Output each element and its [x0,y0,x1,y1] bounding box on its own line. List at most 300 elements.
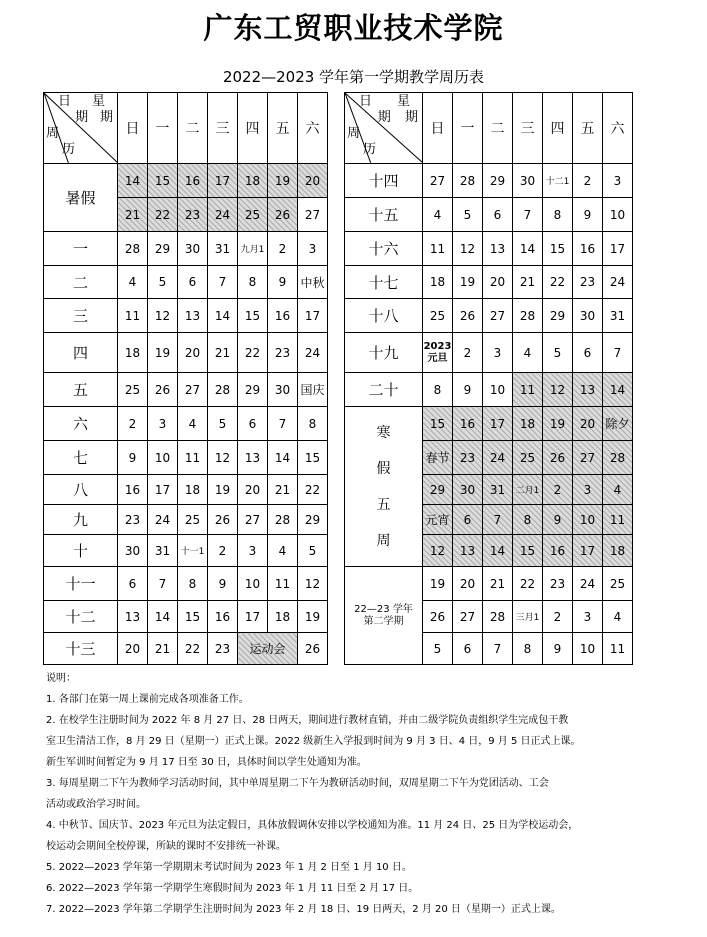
day-cell: 21 [513,266,543,299]
day-cell: 20 [573,407,603,441]
day-cell: 7 [268,407,298,441]
table-row [345,407,633,441]
week-label: 十七 [345,266,423,299]
day-cell: 9 [268,266,298,299]
day-cell: 14 [148,601,178,633]
week-label [345,567,423,665]
day-cell: 30 [268,373,298,407]
weekday-header: 四 [543,93,573,164]
day-cell: 19 [423,567,453,601]
note-line: 新生军训时间暂定为 9 月 17 日至 30 日，具体时间以学生处通知为准。 [46,757,367,768]
corner-label-c1: 日 [359,94,373,109]
day-cell: 21 [118,198,148,232]
day-cell: 2 [543,475,573,505]
day-cell: 春节 [423,441,453,475]
day-cell: 5 [208,407,238,441]
day-cell: 17 [573,535,603,567]
table-row [44,475,328,505]
day-cell: 14 [208,299,238,333]
week-label: 五 [44,373,118,407]
day-cell: 11 [513,373,543,407]
day-cell: 15 [178,601,208,633]
weekday-header: 二 [483,93,513,164]
day-cell: 17 [298,299,328,333]
day-cell: 17 [238,601,268,633]
note-line: 2. 在校学生注册时间为 2022 年 8 月 27 日、28 日两天，期间进行教材直销，并由二级学院负责组织学生完成包干教 [46,715,569,726]
day-cell: 7 [483,505,513,535]
day-cell: 9 [543,505,573,535]
table-row [345,266,633,299]
day-cell: 九月1 [238,232,268,266]
corner-label-c6: 历 [62,142,76,157]
day-cell: 15 [423,407,453,441]
day-cell: 19 [453,266,483,299]
day-cell: 11 [178,441,208,475]
week-label: 十八 [345,299,423,333]
corner-label-c5: 周 [347,126,361,141]
table-row [44,601,328,633]
corner-label-c4: 期 [100,110,114,125]
week-label: 十二 [44,601,118,633]
week-label: 十九 [345,333,423,373]
table-row [345,232,633,266]
week-label: 八 [44,475,118,505]
day-cell: 26 [298,633,328,665]
day-cell: 24 [298,333,328,373]
corner-label-c2: 星 [397,94,411,109]
day-cell: 22 [238,333,268,373]
day-cell: 23 [208,633,238,665]
day-cell: 16 [453,407,483,441]
table-row [44,232,328,266]
week-label: 十一 [44,567,118,601]
table-row [44,333,328,373]
weekday-header: 一 [453,93,483,164]
day-cell: 15 [298,441,328,475]
day-cell: 8 [423,373,453,407]
day-cell: 11 [268,567,298,601]
note-line: 校运动会期间全校停课，所缺的课时不安排统一补课。 [46,841,286,852]
table-row [44,505,328,535]
day-cell: 15 [543,232,573,266]
day-cell: 中秋 [298,266,328,299]
day-cell: 14 [483,535,513,567]
day-cell: 6 [238,407,268,441]
day-cell: 10 [573,633,603,665]
day-cell: 18 [178,475,208,505]
day-cell: 12 [423,535,453,567]
day-cell: 9 [573,198,603,232]
day-cell: 3 [573,601,603,633]
day-cell: 13 [453,535,483,567]
week-label: 七 [44,441,118,475]
day-cell: 9 [543,633,573,665]
table-row [345,333,633,373]
page-subtitle: 2022—2023 学年第一学期教学周历表 [222,68,485,86]
note-line: 活动或政治学习时间。 [46,799,146,810]
day-cell: 25 [238,198,268,232]
day-cell: 5 [148,266,178,299]
corner-label-c6: 历 [363,142,377,157]
day-cell: 31 [148,535,178,567]
day-cell: 10 [148,441,178,475]
weekday-header: 二 [178,93,208,164]
day-cell: 19 [298,601,328,633]
day-cell: 7 [603,333,633,373]
day-cell: 26 [148,373,178,407]
holiday-label: 元旦 [427,352,448,364]
day-cell: 28 [268,505,298,535]
notes-section [46,668,686,920]
day-cell: 2 [118,407,148,441]
day-cell: 16 [573,232,603,266]
note-line: 1. 各部门在第一周上课前完成各项准备工作。 [46,694,249,705]
day-cell: 5 [298,535,328,567]
week-label: 九 [44,505,118,535]
day-cell: 6 [483,198,513,232]
day-cell: 5 [423,633,453,665]
day-cell: 21 [148,633,178,665]
weekday-header: 一 [148,93,178,164]
corner-label-c4: 期 [405,110,419,125]
weekday-header: 日 [423,93,453,164]
day-cell: 27 [423,164,453,198]
winter-break-char: 寒 [376,424,391,441]
day-cell: 30 [178,232,208,266]
day-cell: 30 [573,299,603,333]
day-cell: 13 [483,232,513,266]
weekday-header: 三 [513,93,543,164]
week-label: 六 [44,407,118,441]
day-cell: 29 [483,164,513,198]
day-cell: 三月1 [513,601,543,633]
day-cell: 20 [483,266,513,299]
day-cell: 国庆 [298,373,328,407]
page-title: 广东工贸职业技术学院 [203,11,504,45]
day-cell: 9 [208,567,238,601]
day-cell: 15 [148,164,178,198]
day-cell: 3 [298,232,328,266]
day-cell: 8 [543,198,573,232]
day-cell: 17 [603,232,633,266]
day-cell: 22 [178,633,208,665]
day-cell: 17 [483,407,513,441]
table-row [44,535,328,567]
day-cell: 二月1 [513,475,543,505]
day-cell: 22 [513,567,543,601]
day-cell: 7 [513,198,543,232]
day-cell: 23 [453,441,483,475]
day-cell: 14 [603,373,633,407]
notes-heading: 说明： [46,673,76,684]
day-cell: 30 [513,164,543,198]
day-cell: 12 [453,232,483,266]
day-cell: 27 [483,299,513,333]
note-line: 5. 2022—2023 学年第一学期期末考试时间为 2023 年 1 月 2 日至 1 月 10 日。 [46,862,412,873]
day-cell: 15 [513,535,543,567]
day-cell: 6 [178,266,208,299]
day-cell: 14 [118,164,148,198]
day-cell: 20 [453,567,483,601]
week-label [345,407,423,567]
day-cell: 26 [208,505,238,535]
day-cell: 31 [483,475,513,505]
day-cell: 13 [573,373,603,407]
week-label: 三 [44,299,118,333]
week-label: 十四 [345,164,423,198]
week-label: 一 [44,232,118,266]
day-cell: 24 [603,266,633,299]
day-cell: 十二1 [543,164,573,198]
day-cell: 29 [298,505,328,535]
day-cell-new-year [423,333,453,373]
day-cell: 13 [238,441,268,475]
day-cell: 25 [178,505,208,535]
day-cell: 2 [573,164,603,198]
day-cell: 9 [118,441,148,475]
table-row [44,407,328,441]
corner-header-cell [44,93,118,164]
day-cell: 28 [118,232,148,266]
day-cell: 运动会 [238,633,298,665]
day-cell: 4 [118,266,148,299]
day-cell: 26 [423,601,453,633]
header-row [44,93,328,164]
day-cell: 6 [118,567,148,601]
day-cell: 26 [268,198,298,232]
day-cell: 31 [208,232,238,266]
left-calendar-table [43,92,328,665]
day-cell: 4 [268,535,298,567]
day-cell: 8 [238,266,268,299]
day-cell: 25 [513,441,543,475]
day-cell: 31 [603,299,633,333]
weekday-header: 六 [298,93,328,164]
corner-label-c2: 星 [92,94,106,109]
corner-label-c1: 日 [58,94,72,109]
day-cell: 24 [148,505,178,535]
next-semester-label-line: 第二学期 [363,615,404,627]
day-cell: 18 [513,407,543,441]
day-cell: 25 [118,373,148,407]
day-cell: 4 [513,333,543,373]
day-cell: 27 [178,373,208,407]
day-cell: 元宵 [423,505,453,535]
week-label: 十三 [44,633,118,665]
day-cell: 27 [298,198,328,232]
day-cell: 5 [453,198,483,232]
day-cell: 4 [423,198,453,232]
next-semester-label-line: 22—23 学年 [354,603,413,615]
day-cell: 29 [423,475,453,505]
day-cell: 19 [148,333,178,373]
day-cell: 23 [178,198,208,232]
day-cell: 4 [178,407,208,441]
table-row [44,299,328,333]
day-cell: 10 [483,373,513,407]
table-row [44,266,328,299]
day-cell: 3 [603,164,633,198]
corner-label-c3: 期 [377,110,391,125]
day-cell: 28 [603,441,633,475]
table-row [345,198,633,232]
day-cell: 12 [543,373,573,407]
day-cell: 28 [453,164,483,198]
day-cell: 14 [268,441,298,475]
day-cell: 18 [603,535,633,567]
day-cell: 6 [573,333,603,373]
day-cell: 9 [453,373,483,407]
week-label: 十六 [345,232,423,266]
day-cell: 6 [453,505,483,535]
day-cell: 10 [238,567,268,601]
day-cell: 8 [178,567,208,601]
day-cell: 16 [178,164,208,198]
week-label: 二十 [345,373,423,407]
header-row [345,93,633,164]
day-cell: 13 [118,601,148,633]
day-cell: 2 [543,601,573,633]
winter-break-char: 周 [376,532,391,549]
day-cell: 16 [118,475,148,505]
day-cell: 28 [483,601,513,633]
day-cell: 2 [453,333,483,373]
day-cell: 8 [513,633,543,665]
day-cell: 27 [238,505,268,535]
weekday-header: 六 [603,93,633,164]
day-cell: 20 [238,475,268,505]
day-cell: 12 [298,567,328,601]
day-cell: 2 [208,535,238,567]
day-cell: 7 [208,266,238,299]
day-cell: 16 [208,601,238,633]
day-cell: 11 [603,505,633,535]
corner-label-c5: 周 [46,126,60,141]
day-cell: 24 [483,441,513,475]
day-cell: 22 [543,266,573,299]
day-cell: 23 [118,505,148,535]
year-label: 2023 [423,340,452,352]
day-cell: 4 [603,601,633,633]
day-cell: 18 [118,333,148,373]
day-cell: 11 [603,633,633,665]
note-line: 3. 每周星期二下午为教师学习活动时间，其中单周星期二下午为教研活动时间，双周星期二下午为党团活动、工会 [46,778,549,789]
day-cell: 12 [148,299,178,333]
day-cell: 24 [208,198,238,232]
day-cell: 18 [423,266,453,299]
day-cell: 24 [573,567,603,601]
day-cell: 16 [543,535,573,567]
weekday-header: 五 [268,93,298,164]
day-cell: 22 [148,198,178,232]
day-cell: 27 [573,441,603,475]
corner-header-cell [345,93,423,164]
note-line: 室卫生清洁工作，8 月 29 日（星期一）正式上课。2022 级新生入学报到时间为 9 月 3 日、4 日，9 月 5 日正式上课。 [46,736,581,747]
week-label: 二 [44,266,118,299]
weekday-header: 日 [118,93,148,164]
table-row [345,299,633,333]
week-label: 十五 [345,198,423,232]
day-cell: 23 [573,266,603,299]
day-cell: 6 [453,633,483,665]
table-row [44,441,328,475]
table-row [44,373,328,407]
day-cell: 20 [178,333,208,373]
day-cell: 12 [208,441,238,475]
day-cell: 18 [268,601,298,633]
winter-break-char: 假 [376,460,391,477]
day-cell: 20 [298,164,328,198]
day-cell: 11 [118,299,148,333]
day-cell: 13 [178,299,208,333]
day-cell: 20 [118,633,148,665]
table-row [44,633,328,665]
day-cell: 11 [423,232,453,266]
day-cell: 21 [268,475,298,505]
week-label: 十 [44,535,118,567]
day-cell: 26 [453,299,483,333]
day-cell: 5 [543,333,573,373]
weekday-header: 五 [573,93,603,164]
day-cell: 3 [238,535,268,567]
day-cell: 除夕 [603,407,633,441]
day-cell: 30 [453,475,483,505]
table-row [345,373,633,407]
day-cell: 19 [208,475,238,505]
day-cell: 23 [543,567,573,601]
day-cell: 17 [208,164,238,198]
week-label: 暑假 [44,164,118,232]
day-cell: 18 [238,164,268,198]
day-cell: 27 [453,601,483,633]
day-cell: 29 [238,373,268,407]
corner-label-c3: 期 [75,110,89,125]
day-cell: 28 [513,299,543,333]
day-cell: 10 [603,198,633,232]
day-cell: 30 [118,535,148,567]
day-cell: 17 [148,475,178,505]
table-row [345,164,633,198]
day-cell: 19 [543,407,573,441]
day-cell: 8 [513,505,543,535]
winter-break-char: 五 [376,496,391,513]
day-cell: 25 [603,567,633,601]
day-cell: 23 [268,333,298,373]
day-cell: 26 [543,441,573,475]
day-cell: 7 [148,567,178,601]
day-cell: 3 [483,333,513,373]
day-cell: 3 [148,407,178,441]
day-cell: 21 [483,567,513,601]
day-cell: 14 [513,232,543,266]
day-cell: 21 [208,333,238,373]
note-line: 6. 2022—2023 学年第一学期学生寒假时间为 2023 年 1 月 11 日至 2 月 17 日。 [46,883,419,894]
table-row [345,567,633,601]
right-calendar-table [344,92,633,665]
day-cell: 29 [148,232,178,266]
note-line: 4. 中秋节、国庆节、2023 年元旦为法定假日，具体放假调休安排以学校通知为准。11 月 24 日、25 日为学校运动会， [46,820,579,831]
day-cell: 25 [423,299,453,333]
note-line: 7. 2022—2023 学年第二学期学生注册时间为 2023 年 2 月 18 日、19 日两天，2 月 20 日（星期一）正式上课。 [46,904,561,915]
day-cell: 10 [573,505,603,535]
day-cell: 3 [573,475,603,505]
day-cell: 2 [268,232,298,266]
day-cell: 十一1 [178,535,208,567]
week-label: 四 [44,333,118,373]
day-cell: 4 [603,475,633,505]
day-cell: 28 [208,373,238,407]
day-cell: 29 [543,299,573,333]
